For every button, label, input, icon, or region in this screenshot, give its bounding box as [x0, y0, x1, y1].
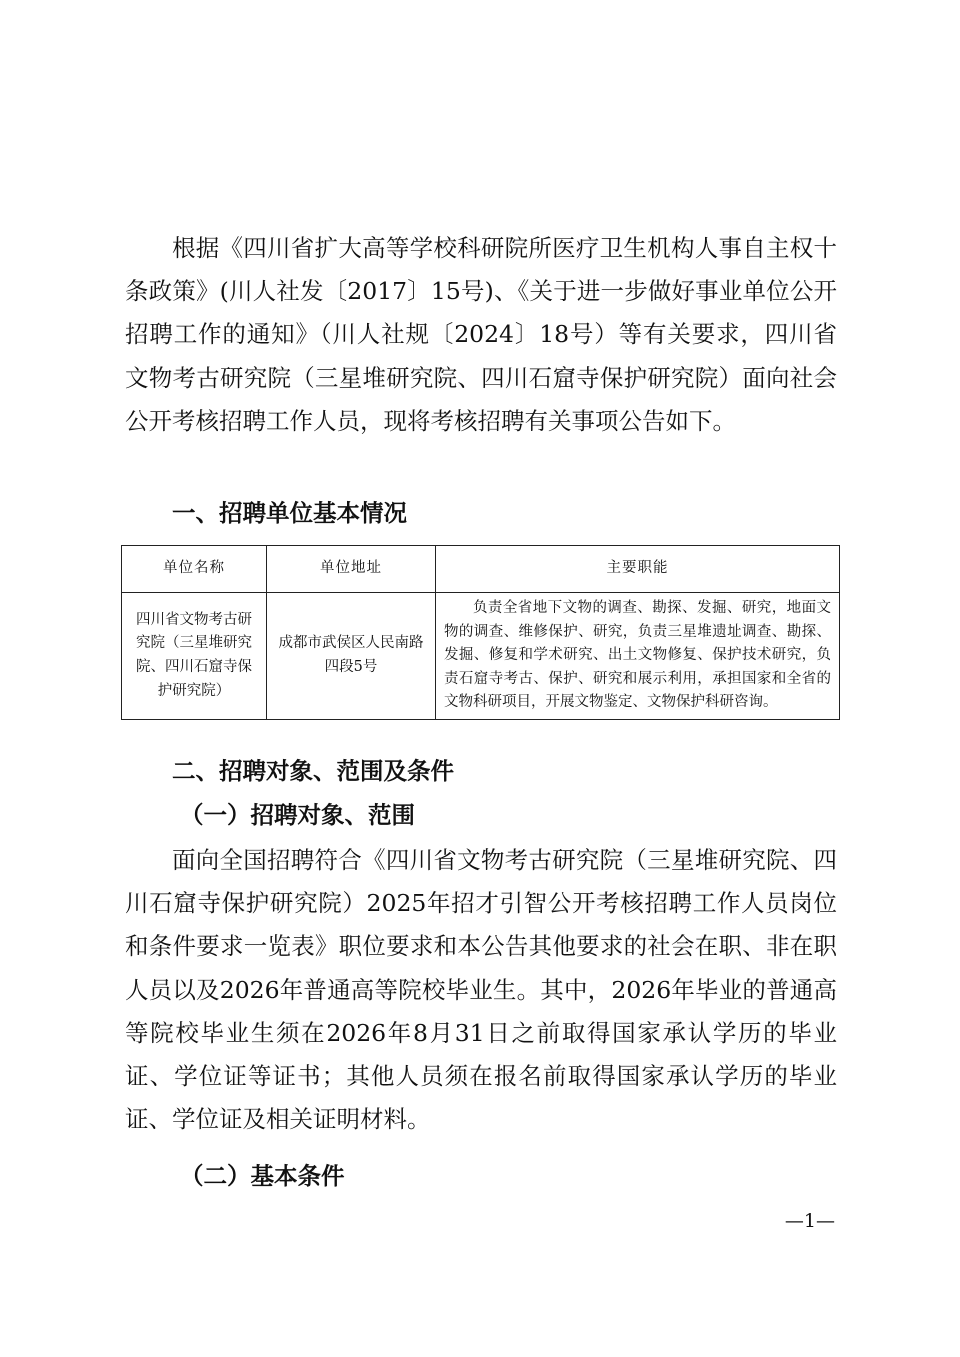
cell-unit-address: 成都市武侯区人民南路四段5号	[267, 593, 436, 720]
section-2-heading: 二、招聘对象、范围及条件	[172, 757, 454, 785]
unit-info-table	[121, 545, 840, 720]
subsection-1-paragraph: 面向全国招聘符合《四川省文物考古研究院（三星堆研究院、四川石窟寺保护研究院）2025年招才引智公开考核招聘工作人员岗位和条件要求一览表》职位要求和本公告其他要求的社会在职、非在职人员以及2026年普通高等院校毕业生。其中，2026年毕业的普通高等院校毕业生须在2026年8月31日之前取得国家承认学历的毕业证、学位证等证书；其他人员须在报名前取得国家承认学历的毕业证、学位证及相关证明材料。	[125, 846, 837, 1134]
table-header-row	[122, 546, 840, 593]
page-number: —1—	[784, 1210, 835, 1232]
subsection-1-heading: （一）招聘对象、范围	[180, 801, 415, 829]
cell-main-duties: 负责全省地下文物的调查、勘探、发掘、研究，地面文物的调查、维修保护、研究，负责三星堆遗址调查、勘探、发掘、修复和学术研究、出土文物修复、保护技术研究，负责石窟寺考古、保护、研究和展示利用，承担国家和全省的文物科研项目，开展文物鉴定、文物保护科研咨询。	[436, 593, 840, 720]
section-1-heading: 一、招聘单位基本情况	[172, 499, 407, 527]
cell-unit-name: 四川省文物考古研究院（三星堆研究院、四川石窟寺保护研究院）	[122, 593, 267, 720]
header-unit-address: 单位地址	[267, 546, 436, 593]
table-row	[122, 593, 840, 720]
header-main-duties: 主要职能	[436, 546, 840, 593]
header-unit-name: 单位名称	[122, 546, 267, 593]
subsection-2-heading: （二）基本条件	[180, 1162, 345, 1190]
intro-paragraph: 根据《四川省扩大高等学校科研院所医疗卫生机构人事自主权十条政策》(川人社发〔2017〕15号)、《关于进一步做好事业单位公开招聘工作的通知》（川人社规〔2024〕18号）等有关要求，四川省文物考古研究院（三星堆研究院、四川石窟寺保护研究院）面向社会公开考核招聘工作人员，现将考核招聘有关事项公告如下。	[125, 234, 837, 435]
